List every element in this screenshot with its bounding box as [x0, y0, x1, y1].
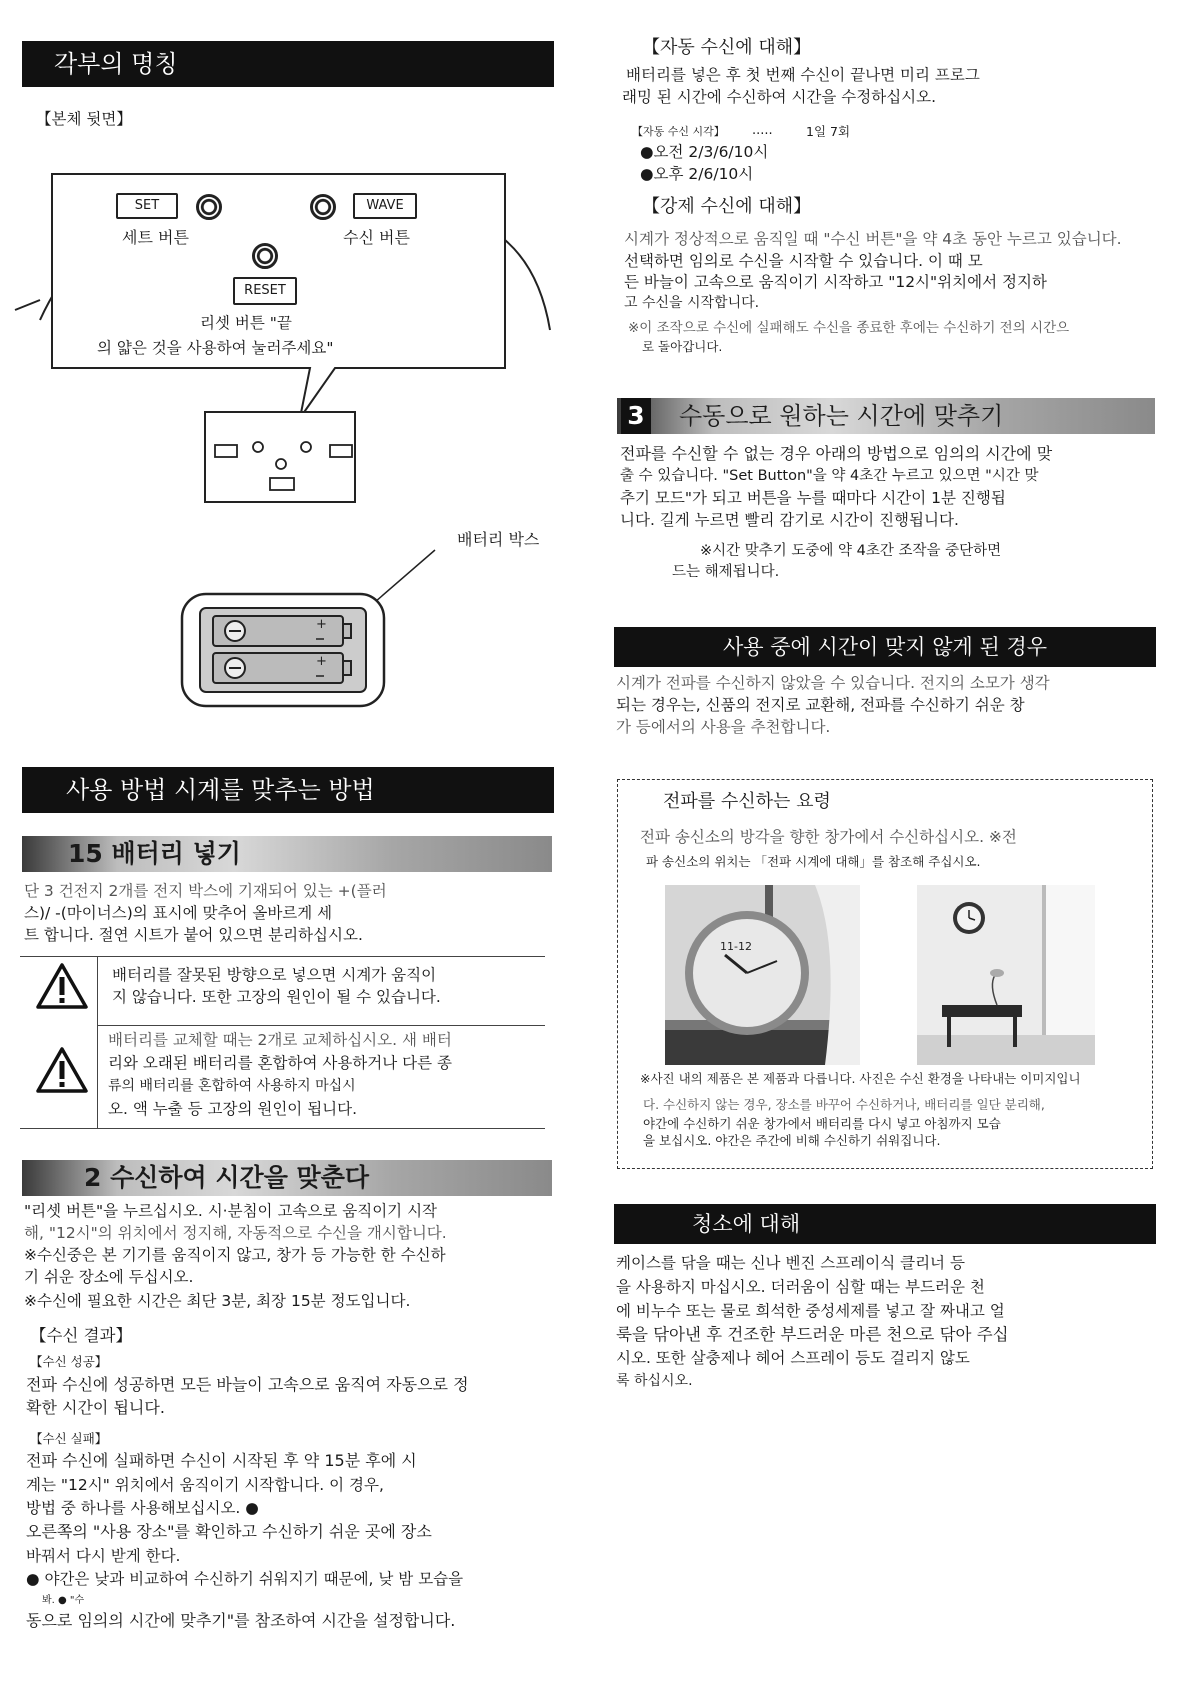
warn2-line: 오. 액 누출 등 고장의 원인이 됩니다.: [108, 1100, 358, 1118]
warn2-line: 배터리를 교체할 때는 2개로 교체하십시오. 새 배터: [108, 1031, 452, 1049]
auto-time-label: 【자동 수신 시각】: [632, 125, 725, 138]
set-button: SET: [116, 193, 178, 219]
sec2-line: "리셋 버튼"을 누르십시오. 시·분침이 고속으로 움직이기 시작: [24, 1202, 438, 1220]
forced-note: ※이 조작으로 수신에 실패해도 수신을 종료한 후에는 수신하기 전의 시간으: [628, 320, 1070, 336]
photo-room-clock: [917, 885, 1095, 1065]
fail-label: 【수신 실패】: [30, 1431, 108, 1446]
auto-am: ●오전 2/3/6/10시: [640, 143, 769, 161]
mismatch-header: 사용 중에 시간이 맞지 않게 된 경우: [614, 627, 1156, 667]
sec3-note: 드는 해제됩니다.: [672, 564, 780, 580]
tips-title: 전파를 수신하는 요령: [663, 791, 831, 812]
fail-last: 동으로 임의의 시간에 맞추기"를 참조하여 시간을 설정합니다.: [26, 1611, 456, 1630]
sec3-title: 수동으로 원하는 시간에 맞추기: [679, 402, 1004, 430]
sec1-title: 15 배터리 넣기: [68, 839, 241, 868]
back-label: 【본체 뒷면】: [36, 110, 132, 128]
battery-box-label: 배터리 박스: [457, 530, 540, 549]
forced-title: 【강제 수신에 대해】: [642, 196, 812, 217]
reset-caption-2: 의 얇은 것을 사용하여 눌러주세요": [97, 339, 334, 357]
sec2-title: 2 수신하여 시간을 맞춘다: [84, 1163, 370, 1192]
warn1-line: 지 않습니다. 또한 고장의 원인이 될 수 있습니다.: [112, 988, 441, 1006]
sec1-line: 단 3 건전지 2개를 전지 박스에 기재되어 있는 +(플러: [24, 882, 387, 900]
cleaning-line: 에 비누수 또는 물로 희석한 중성세제를 넣고 잘 짜내고 얼: [616, 1302, 1005, 1320]
svg-text:+: +: [316, 617, 327, 632]
warn-divider: [97, 1025, 545, 1026]
forced-line: 선택하면 임의로 수신을 시작할 수 있습니다. 이 때 모: [624, 252, 983, 270]
photo-room-clock-image: [917, 885, 1095, 1065]
wave-knob-icon: [310, 194, 336, 220]
success-label: 【수신 성공】: [30, 1354, 108, 1369]
cleaning-line: 케이스를 닦을 때는 신나 벤진 스프레이식 클리너 등: [616, 1254, 965, 1272]
forced-line: 고 수신을 시작합니다.: [624, 295, 760, 311]
tips-line: 전파 송신소의 방각을 향한 창가에서 수신하십시오. ※전: [640, 828, 1017, 846]
sec1-title-bar: [22, 836, 552, 872]
fail-line: 전파 수신에 실패하면 수신이 시작된 후 약 15분 후에 시: [26, 1451, 417, 1470]
mismatch-line: 가 등에서의 사용을 추천합니다.: [616, 718, 831, 736]
cleaning-line: 을 사용하지 마십시오. 더러움이 심할 때는 부드러운 천: [616, 1278, 985, 1296]
auto-title: 【자동 수신에 대해】: [642, 37, 812, 58]
wave-button: WAVE: [353, 193, 417, 219]
tips-note: 야간에 수신하기 쉬운 창가에서 배터리를 다시 넣고 아침까지 모습: [643, 1116, 1001, 1131]
usage-header: 사용 방법 시계를 맞추는 방법: [22, 767, 554, 813]
cleaning-line: 록 하십시오.: [616, 1373, 693, 1389]
result-header: 【수신 결과】: [30, 1326, 133, 1345]
svg-text:+: +: [316, 654, 327, 669]
warn-divider: [20, 1128, 545, 1129]
warn-vline: [97, 956, 98, 1128]
sec3-line: 전파를 수신할 수 없는 경우 아래의 방법으로 임의의 시간에 맞: [620, 444, 1053, 463]
forced-line: 시계가 정상적으로 움직일 때 "수신 버튼"을 약 4초 동안 누르고 있습니다.: [624, 230, 1122, 248]
sec2-line: ※수신에 필요한 시간은 최단 3분, 최장 15분 정도입니다.: [24, 1292, 411, 1310]
warning-icon: [35, 962, 89, 1010]
fail-small: 봐. ● "수: [42, 1595, 85, 1606]
auto-line: 배터리를 넣은 후 첫 번째 수신이 끝나면 미리 프로그: [626, 66, 980, 84]
warn2-line: 류의 배터리를 혼합하여 사용하지 마십시: [108, 1078, 356, 1094]
cleaning-line: 시오. 또한 살충제나 헤어 스프레이 등도 걸리지 않도: [616, 1349, 970, 1367]
tips-note: ※사진 내의 제품은 본 제품과 다릅니다. 사진은 수신 환경을 나타내는 이미지입니: [640, 1071, 1081, 1086]
sec1-line: 스)/ -(마이너스)의 표시에 맞추어 올바르게 세: [24, 904, 333, 922]
mismatch-line: 시계가 전파를 수신하지 않았을 수 있습니다. 전지의 소모가 생각: [616, 674, 1050, 692]
fail-line: 오른쪽의 "사용 장소"를 확인하고 수신하기 쉬운 곳에 장소: [26, 1522, 432, 1541]
auto-pm: ●오후 2/6/10시: [640, 165, 754, 183]
sec1-line: 트 합니다. 절연 시트가 붙어 있으면 분리하십시오.: [24, 926, 363, 944]
success-line: 확한 시간이 됩니다.: [26, 1398, 165, 1417]
auto-line: 래밍 된 시간에 수신하여 시간을 수정하십시오.: [622, 88, 937, 106]
sec2-line: 기 쉬운 장소에 두십시오.: [24, 1268, 194, 1286]
cleaning-line: 룩을 닦아낸 후 건조한 부드러운 마른 천으로 닦아 주십: [616, 1325, 1009, 1344]
forced-line: 든 바늘이 고속으로 움직이기 시작하고 "12시"위치에서 정지하: [624, 273, 1047, 291]
set-knob-icon: [196, 194, 222, 220]
reset-knob-icon: [252, 243, 278, 269]
forced-note: 로 돌아갑니다.: [642, 339, 723, 354]
names-header: 각부의 명칭: [22, 41, 554, 87]
tips-note: 을 보십시오. 야간은 주간에 비해 수신하기 쉬워집니다.: [643, 1133, 941, 1148]
sec2-line: ※수신중은 본 기기를 움직이지 않고, 창가 등 가능한 한 수신하: [24, 1246, 446, 1264]
mismatch-line: 되는 경우는, 신품의 전지로 교환해, 전파를 수신하기 쉬운 창: [616, 696, 1025, 714]
sec3-line: 출 수 있습니다. "Set Button"을 약 4초간 누르고 있으면 "시간 맞: [620, 468, 1039, 484]
fail-line: 방법 중 하나를 사용해보십시오. ●: [26, 1499, 259, 1517]
sec2-line: 해, "12시"의 위치에서 정지해, 자동적으로 수신을 개시합니다.: [24, 1224, 447, 1242]
fail-line: 계는 "12시" 위치에서 움직이기 시작합니다. 이 경우,: [26, 1476, 384, 1494]
warn1-line: 배터리를 잘못된 방향으로 넣으면 시계가 움직이: [112, 966, 437, 984]
sec3-line: 추기 모드"가 되고 버튼을 누를 때마다 시간이 1분 진행됩: [620, 489, 1006, 507]
tips-line: 파 송신소의 위치는 「전파 시계에 대해」를 참조해 주십시오.: [646, 854, 981, 869]
sec3-line: 니다. 길게 누르면 빨리 감기로 시간이 진행됩니다.: [620, 511, 959, 529]
auto-dots: .....: [752, 123, 773, 138]
warn2-line: 리와 오래된 배터리를 혼합하여 사용하거나 다른 종: [108, 1054, 452, 1072]
warn-divider: [20, 956, 545, 957]
cleaning-header: 청소에 대해: [614, 1204, 1156, 1244]
auto-count: 1일 7회: [806, 124, 851, 139]
wave-caption: 수신 버튼: [343, 228, 410, 247]
reset-caption-1: 리셋 버튼 "끝: [200, 314, 292, 332]
set-caption: 세트 버튼: [122, 228, 189, 247]
warning-icon: [35, 1046, 89, 1094]
photo-window-clock: [665, 885, 860, 1065]
sec3-num: 3: [621, 398, 651, 434]
back-diagram: [0, 150, 560, 710]
success-line: 전파 수신에 성공하면 모든 바늘이 고속으로 움직여 자동으로 정: [26, 1375, 469, 1394]
fail-line: 바꿔서 다시 받게 한다.: [26, 1547, 181, 1565]
reset-button: RESET: [233, 277, 297, 305]
sec3-note: ※시간 맞추기 도중에 약 4초간 조작을 중단하면: [700, 543, 1002, 559]
photo-window-clock-image: [665, 885, 860, 1065]
sec2-title-bar: [22, 1160, 552, 1196]
photo-clock-text: 11-12: [720, 940, 752, 953]
sec3-title-bar: [617, 398, 1155, 434]
tips-note: 다. 수신하지 않는 경우, 장소를 바꾸어 수신하거나, 배터리를 일단 분리해,: [643, 1097, 1045, 1112]
fail-line: ● 야간은 낮과 비교하여 수신하기 쉬워지기 때문에, 낮 밤 모습을: [26, 1570, 464, 1588]
